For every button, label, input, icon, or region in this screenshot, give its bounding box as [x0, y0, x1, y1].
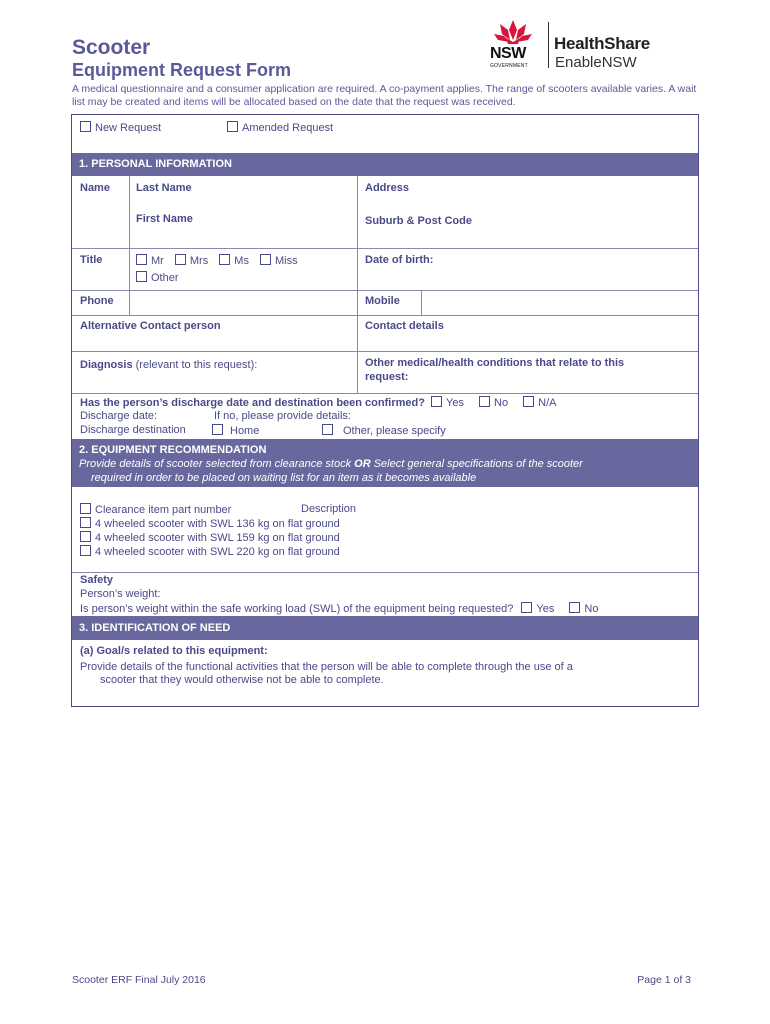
divider	[72, 290, 698, 291]
divider	[357, 176, 358, 393]
weight-label[interactable]: Person’s weight:	[80, 588, 161, 600]
swl-yes-checkbox[interactable]	[521, 602, 532, 613]
mrs-label: Mrs	[189, 255, 209, 267]
section1-heading-text: 1. PERSONAL INFORMATION	[79, 158, 232, 170]
other-conditions-label-2: request:	[365, 371, 409, 383]
diagnosis-note: (relevant to this request):	[135, 359, 258, 371]
other-destination-option[interactable]	[322, 424, 446, 437]
nsw-healthshare-logo	[488, 18, 688, 78]
mobile-label: Mobile	[365, 295, 400, 307]
miss-checkbox[interactable]	[260, 254, 271, 265]
divider	[72, 393, 698, 394]
section2-sub-part2: Select general specifications of the scooter	[370, 458, 583, 470]
divider	[72, 248, 698, 249]
home-checkbox[interactable]	[212, 424, 223, 435]
discharge-destination-label: Discharge destination	[80, 424, 186, 436]
description-label[interactable]: Description	[301, 503, 357, 515]
discharge-question: Has the person’s discharge date and destination been confirmed?	[80, 397, 425, 409]
page-number: Page 1 of 3	[637, 974, 691, 986]
goals-label: (a) Goal/s related to this equipment:	[80, 645, 268, 657]
other-destination-checkbox[interactable]	[322, 424, 333, 435]
other-title-checkbox[interactable]	[136, 271, 147, 282]
discharge-date-label[interactable]: Discharge date:	[80, 410, 158, 422]
swl159-option[interactable]	[80, 531, 340, 544]
swl-no-checkbox[interactable]	[569, 602, 580, 613]
form-title: Scooter	[72, 36, 151, 59]
discharge-no-checkbox[interactable]	[479, 396, 490, 407]
first-name-label[interactable]: First Name	[136, 213, 193, 225]
discharge-question-row	[80, 396, 557, 409]
dob-label[interactable]: Date of birth:	[365, 254, 434, 266]
swl159-checkbox[interactable]	[80, 531, 91, 542]
request-form	[71, 114, 699, 707]
nsw-wordmark: NSW	[490, 45, 526, 62]
discharge-na-label: N/A	[538, 397, 557, 409]
miss-label: Miss	[275, 255, 298, 267]
swl136-option[interactable]	[80, 517, 340, 530]
alt-contact-label[interactable]: Alternative Contact person	[80, 320, 221, 332]
footer-version: Scooter ERF Final July 2016	[72, 974, 206, 986]
swl220-option[interactable]	[80, 545, 340, 558]
section2-sub-or: OR	[354, 458, 371, 470]
title-label: Title	[80, 254, 103, 266]
new-request-option[interactable]	[80, 121, 161, 134]
if-no-details-label[interactable]: If no, please provide details:	[214, 410, 351, 422]
name-label: Name	[80, 182, 110, 194]
other-title-option[interactable]	[136, 271, 179, 284]
home-label: Home	[230, 425, 260, 437]
section2-heading-text: 2. EQUIPMENT RECOMMENDATION	[79, 444, 267, 456]
last-name-label[interactable]: Last Name	[136, 182, 192, 194]
divider	[129, 176, 130, 248]
contact-details-label[interactable]: Contact details	[365, 320, 444, 332]
section1-heading	[72, 153, 698, 176]
swl136-checkbox[interactable]	[80, 517, 91, 528]
government-wordmark: GOVERNMENT	[490, 63, 528, 69]
new-request-checkbox[interactable]	[80, 121, 91, 132]
clearance-option[interactable]	[80, 503, 231, 516]
goals-description[interactable]: Provide details of the functional activities that the person will be able to complete through the use of a	[80, 661, 573, 673]
amended-request-checkbox[interactable]	[227, 121, 238, 132]
mrs-checkbox[interactable]	[175, 254, 186, 265]
logo-divider	[548, 22, 549, 68]
ms-label: Ms	[234, 255, 249, 267]
section2-subheading-2: required in order to be placed on waiting list for an item as it becomes available	[91, 472, 477, 484]
divider	[129, 248, 130, 290]
section2-heading	[72, 439, 698, 487]
goals-description-2: scooter that they would otherwise not be able to complete.	[100, 674, 384, 686]
mr-checkbox[interactable]	[136, 254, 147, 265]
divider	[421, 290, 422, 315]
discharge-no-label: No	[494, 397, 509, 409]
swl220-checkbox[interactable]	[80, 545, 91, 556]
section2-sub-part1: Provide details of scooter selected from clearance stock	[79, 458, 355, 470]
suburb-label[interactable]: Suburb & Post Code	[365, 215, 472, 227]
section3-heading	[72, 616, 698, 640]
discharge-na-checkbox[interactable]	[523, 396, 534, 407]
other-conditions-label[interactable]: Other medical/health conditions that relate to this	[365, 357, 625, 369]
phone-label: Phone	[80, 295, 114, 307]
mr-label: Mr	[151, 255, 164, 267]
swl-yes-label: Yes	[536, 603, 555, 615]
new-request-label: New Request	[95, 122, 162, 134]
section2-subheading	[79, 457, 698, 471]
divider	[72, 315, 698, 316]
diagnosis-field[interactable]	[80, 359, 257, 371]
intro-text: A medical questionnaire and a consumer application are required. A co-payment applies. The range of scooters available varies. A wait list may be created and items will be allocated based on the date that the request was received.	[72, 83, 697, 108]
divider	[72, 351, 698, 352]
title-options	[136, 254, 298, 267]
home-option[interactable]	[212, 424, 259, 437]
ms-checkbox[interactable]	[219, 254, 230, 265]
safety-label: Safety	[80, 574, 114, 586]
swl-no-label: No	[584, 603, 599, 615]
other-title-label: Other	[151, 272, 179, 284]
divider	[129, 290, 130, 315]
other-destination-label: Other, please specify	[343, 425, 446, 437]
swl-question-row	[80, 602, 598, 615]
swl220-label: 4 wheeled scooter with SWL 220 kg on flat ground	[95, 546, 340, 558]
healthshare-wordmark: HealthShare	[554, 34, 650, 53]
clearance-checkbox[interactable]	[80, 503, 91, 514]
section3-heading-text: 3. IDENTIFICATION OF NEED	[79, 622, 231, 634]
amended-request-option[interactable]	[227, 121, 333, 134]
amended-request-label: Amended Request	[242, 122, 334, 134]
form-subtitle: Equipment Request Form	[72, 60, 292, 80]
swl-question: Is person’s weight within the safe working load (SWL) of the equipment being requested?	[80, 603, 514, 615]
divider	[72, 572, 698, 573]
discharge-yes-label: Yes	[446, 397, 464, 409]
swl159-label: 4 wheeled scooter with SWL 159 kg on flat ground	[95, 532, 340, 544]
address-label[interactable]: Address	[365, 182, 410, 194]
clearance-label: Clearance item part number	[95, 504, 232, 516]
swl136-label: 4 wheeled scooter with SWL 136 kg on flat ground	[95, 518, 340, 530]
diagnosis-label: Diagnosis	[80, 359, 133, 371]
enablensw-wordmark: EnableNSW	[555, 54, 637, 71]
discharge-yes-checkbox[interactable]	[431, 396, 442, 407]
